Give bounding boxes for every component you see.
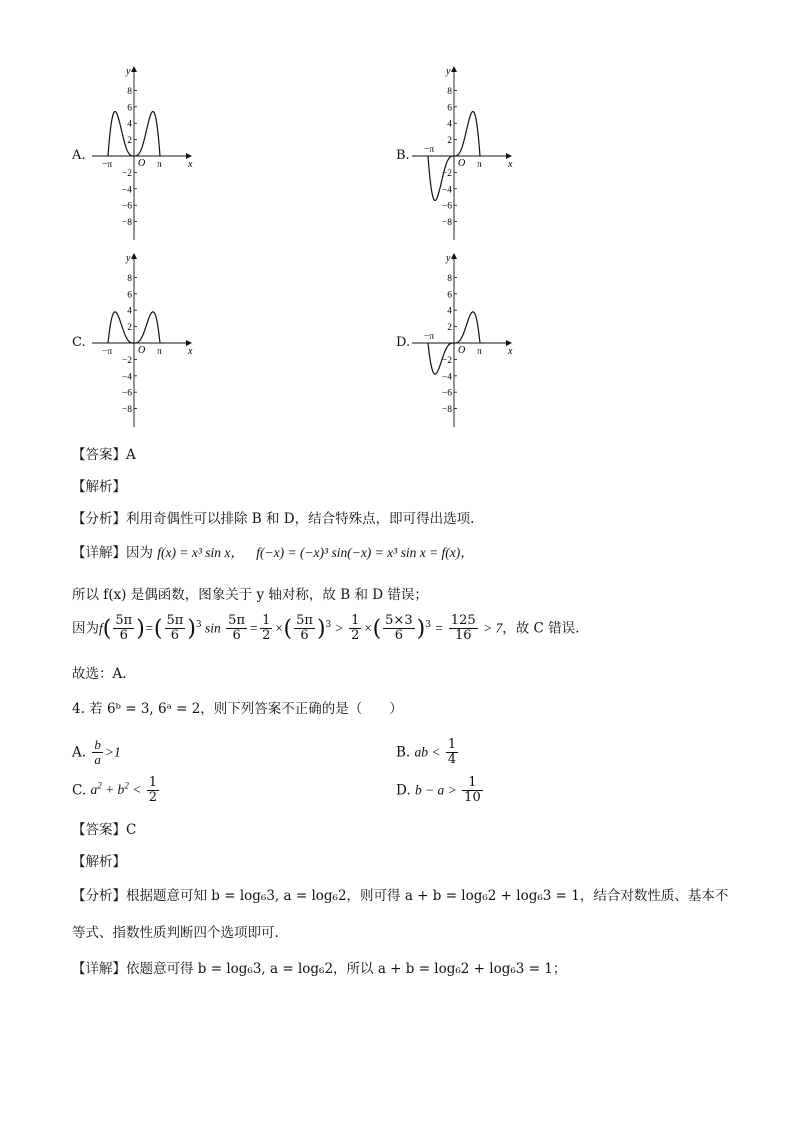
pi-label: π (477, 160, 482, 170)
origin-label: O (138, 158, 146, 169)
origin-label: O (458, 345, 466, 356)
y-tick-label: −8 (441, 218, 452, 229)
pi-label: π (477, 347, 482, 357)
y-tick-label: 4 (127, 119, 132, 130)
y-tick-label: −2 (121, 355, 132, 366)
q4-option-a-letter: A. (72, 744, 87, 761)
y-tick-label: −4 (441, 185, 452, 196)
pi-label: π (157, 347, 162, 357)
q3-line3-prefix: 因为 (72, 620, 99, 637)
q4-option-d-letter: D. (396, 782, 411, 799)
graph-d (408, 251, 518, 429)
x-axis-label: x (508, 159, 513, 170)
y-axis-label: y (446, 66, 451, 77)
q4-detail: 【详解】依题意可得 b = log₆3, a = log₆2，所以 a + b = log₆2 + log₆3 = 1； (72, 961, 567, 977)
y-tick-label: −4 (441, 372, 452, 383)
y-tick-label: 8 (127, 273, 132, 284)
option-b-label: B. (396, 148, 410, 163)
y-tick-label: −8 (121, 405, 132, 416)
graph-a (88, 64, 198, 242)
y-tick-label: −4 (121, 185, 132, 196)
option-d-label: D. (396, 335, 411, 350)
y-tick-label: −2 (441, 355, 452, 366)
y-tick-label: −6 (441, 388, 452, 399)
x-axis-label: x (188, 159, 193, 170)
q4-option-c: C. $a^2 + b^2$ < $\frac{1}{2}$ (72, 775, 157, 806)
y-tick-label: −4 (121, 372, 132, 383)
y-tick-label: −8 (441, 405, 452, 416)
neg-pi-label: −π (424, 145, 435, 155)
y-tick-label: 6 (127, 290, 132, 301)
y-tick-label: 4 (447, 119, 452, 130)
q3-answer: 【答案】A (72, 447, 136, 463)
y-tick-label: −6 (441, 201, 452, 212)
y-axis-arrow (451, 66, 457, 72)
y-axis-label: y (446, 253, 451, 264)
q3-choose: 故选：A. (72, 666, 127, 682)
q4-option-b: B. ab < $\frac{1}{4}$ (396, 737, 457, 768)
neg-pi-label: −π (102, 347, 113, 357)
y-tick-label: 2 (447, 323, 452, 334)
y-axis-label: y (126, 66, 131, 77)
neg-pi-label: −π (102, 160, 113, 170)
q3-detail-expr1: f(x) = x³ sin x， (157, 545, 244, 560)
q4-analysis-head: 【解析】 (72, 854, 126, 870)
q4-option-b-letter: B. (396, 744, 411, 761)
y-tick-label: 6 (447, 290, 452, 301)
x-axis-label: x (188, 346, 193, 357)
y-tick-label: 8 (447, 86, 452, 97)
y-tick-label: −6 (121, 388, 132, 399)
y-tick-label: 4 (127, 306, 132, 317)
y-tick-label: 2 (127, 136, 132, 147)
q3-line3-suffix: ，故 C 错误. (502, 620, 580, 637)
q3-detail-expr2: f(−x) = (−x)³ sin(−x) = x³ sin x = f(x)， (256, 545, 474, 560)
y-tick-label: −8 (121, 218, 132, 229)
q3-analysis-head: 【解析】 (72, 479, 126, 495)
q3-detail-label: 【详解】因为 (72, 545, 153, 561)
y-tick-label: 6 (127, 103, 132, 114)
y-axis-label: y (126, 253, 131, 264)
q4-answer: 【答案】C (72, 822, 137, 838)
q4-stem: 4. 若 6ᵇ = 3, 6ᵃ = 2，则下列答案不正确的是（ ） (72, 701, 403, 717)
x-axis-label: x (508, 346, 513, 357)
y-tick-label: 2 (127, 323, 132, 334)
q3-line2: 所以 f(x) 是偶函数，图象关于 y 轴对称，故 B 和 D 错误； (72, 587, 428, 603)
y-axis-arrow (131, 66, 137, 72)
y-tick-label: 4 (447, 306, 452, 317)
q4-option-c-letter: C. (72, 782, 87, 799)
q3-analysis: 【分析】利用奇偶性可以排除 B 和 D，结合特殊点，即可得出选项. (72, 511, 475, 527)
y-tick-label: 2 (447, 136, 452, 147)
neg-pi-label: −π (424, 332, 435, 342)
q3-detail (72, 541, 474, 561)
q4-option-a: A. $\frac{b}{a}$ >1 (72, 737, 121, 768)
option-a-label: A. (72, 148, 86, 163)
q3-line3: 因为f( $\frac{5\pi}{6}$ )=( $\frac{5\pi}{6}$ )$^3$ sin $\frac{5\pi}{6}$ = $\frac{1}{2}$ ×( $\frac{5\pi}{6}$ )$^3$ > $\frac{1}{2}$ ×( $\frac{5\times 3}{6}$ )$^3$ = $\frac{125}{16}$ > 7，故 C 错误. (72, 613, 580, 644)
y-tick-label: −6 (121, 201, 132, 212)
graph-b (408, 64, 518, 242)
q4-analysis-l1: 【分析】根据题意可知 b = log₆3, a = log₆2，则可得 a + b = log₆2 + log₆3 = 1，结合对数性质、基本不 (72, 888, 729, 904)
origin-label: O (138, 345, 146, 356)
pi-label: π (157, 160, 162, 170)
q4-analysis-l2: 等式、指数性质判断四个选项即可. (72, 925, 279, 941)
y-tick-label: −2 (441, 168, 452, 179)
y-tick-label: −2 (121, 168, 132, 179)
y-tick-label: 6 (447, 103, 452, 114)
q4-option-d: D. b − a > $\frac{1}{10}$ (396, 775, 481, 806)
option-c-label: C. (72, 335, 86, 350)
origin-label: O (458, 158, 466, 169)
y-tick-label: 8 (127, 86, 132, 97)
y-axis-arrow (451, 253, 457, 259)
y-axis-arrow (131, 253, 137, 259)
graph-c (88, 251, 198, 429)
y-tick-label: 8 (447, 273, 452, 284)
